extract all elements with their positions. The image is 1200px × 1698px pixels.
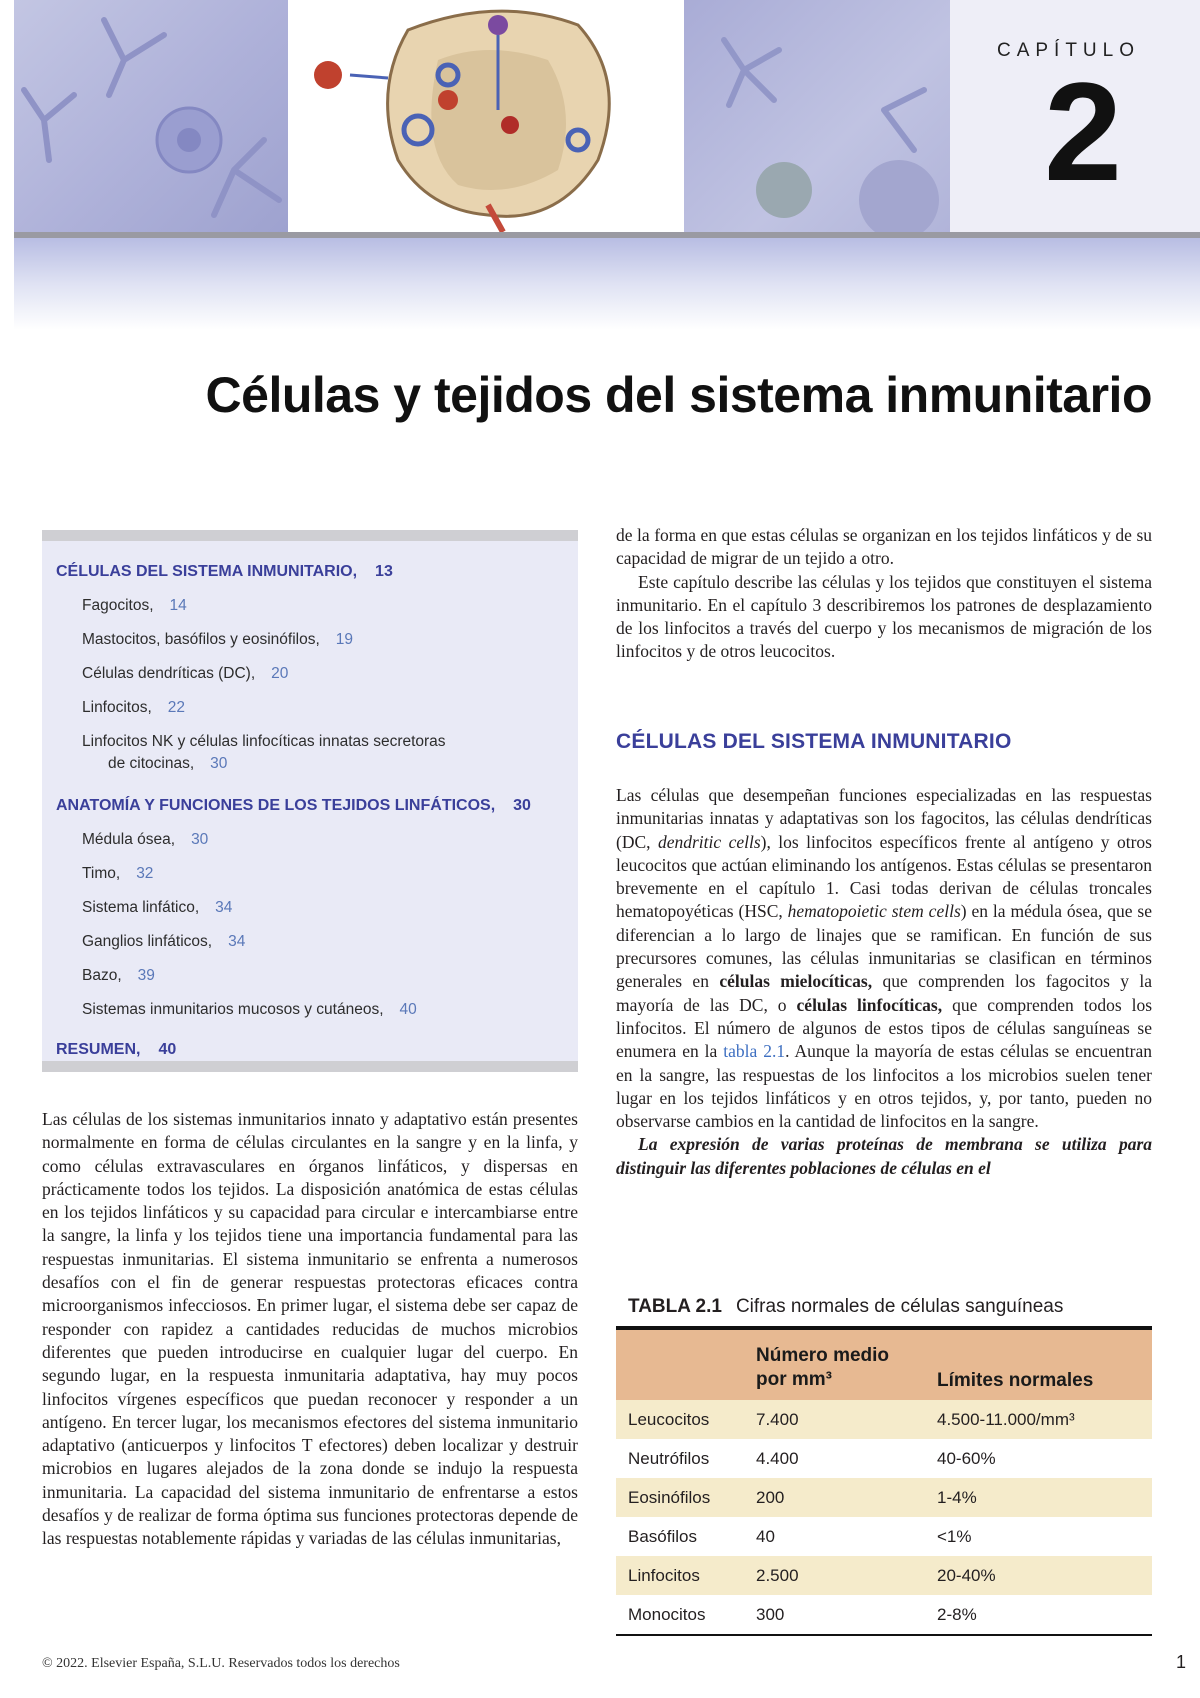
- toc-section-heading[interactable]: ANATOMÍA Y FUNCIONES DE LOS TEJIDOS LINFÁTICOS, 30: [56, 797, 531, 814]
- column-header-mean: Número medio por mm³: [756, 1345, 890, 1390]
- toc-item[interactable]: Fagocitos, 14: [82, 597, 187, 614]
- body-paragraph-left: Las células de los sistemas inmunitarios innato y adaptativo están presentes normalmente en forma de células circulantes en la sangre y en la linfa, y como células extravasculares en órganos linfáticos, y dispersas en prácticamente todos los tejidos. La disposición anatómica de estas células en los tejidos linfáticos y su capacidad para circular e intercambiarse entre la sangre, la linfa y los tejidos tiene una importancia fundamental para las respuestas inmunitarias. El sistema inmunitario se enfrenta a numerosos desafíos con el fin de generar respuestas protectoras eficaces contra microorganismos infecciosos. En primer lugar, el sistema debe ser capaz de responder con rapidez a cantidades reducidas de muchos microbios diferentes que pueden introducirse en cualquier lugar del cuerpo. En segundo lugar, en la respuesta inmunitaria adaptativa, hay muy pocos linfocitos vírgenes específicos que puedan reconocer y responder a un antígeno. En tercer lugar, los mecanismos efectores del sistema inmunitario adaptativo (anticuerpos y linfocitos T efectores) deben localizar y destruir microbios en lugares alejados de la zona donde se indujo la respuesta inmunitaria. La capacidad del sistema inmunitario de enfrentarse a estos desafíos y de realizar de forma óptima sus funciones protectoras depende de las respuestas notablemente rápidas y variadas de las células inmunitarias,: [42, 1109, 578, 1549]
- toc-item[interactable]: Timo, 32: [82, 865, 154, 882]
- page-number: 1: [1175, 1652, 1186, 1672]
- toc-item[interactable]: Bazo, 39: [82, 967, 155, 984]
- intro-paragraph-2: Este capítulo describe las células y los tejidos que constituyen el sistema inmunitario. En el capítulo 3 describiremos los patrones de desplazamiento de los linfocitos a través del cuerpo y los mecanismos de migración de los linfocitos y de otros leucocitos.: [616, 571, 1152, 662]
- key-term: células mielocíticas,: [719, 971, 873, 992]
- toc-item[interactable]: Ganglios linfáticos, 34: [82, 933, 246, 950]
- table-label: TABLA 2.1: [628, 1296, 722, 1317]
- intro-paragraph-1: de la forma en que estas células se organizan en los tejidos linfáticos y de su capacidad de migrar de un tejido a otro.: [616, 525, 1152, 569]
- toc-section-heading[interactable]: CÉLULAS DEL SISTEMA INMUNITARIO, 13: [56, 563, 393, 580]
- table-row: Neutrófilos 4.400 40-60%: [628, 1449, 996, 1468]
- section-paragraph-2: La expresión de varias proteínas de membrana se utiliza para distinguir las diferentes poblaciones de células en el: [616, 1134, 1152, 1178]
- chapter-number: 2: [1044, 53, 1122, 210]
- lymph-node-svg: [288, 0, 684, 232]
- header-image-right: [684, 0, 950, 232]
- table-link[interactable]: tabla 2.1: [723, 1041, 786, 1062]
- toc-item[interactable]: Linfocitos, 22: [82, 699, 186, 716]
- table-title: Cifras normales de células sanguíneas: [735, 1296, 1064, 1317]
- cells-illustration-right: [684, 0, 950, 232]
- copyright-footer: © 2022. Elsevier España, S.L.U. Reservados todos los derechos: [42, 1656, 400, 1671]
- toc-item-continuation[interactable]: de citocinas, 30: [108, 755, 228, 772]
- emphasis-text: hematopoietic stem cells: [787, 901, 961, 922]
- toc-item[interactable]: Células dendríticas (DC), 20: [82, 665, 289, 682]
- chapter-title: Células y tejidos del sistema inmunitario: [205, 366, 1152, 423]
- emphasis-text: dendritic cells: [657, 831, 761, 852]
- header-gradient: [14, 238, 1200, 330]
- toc-section-heading[interactable]: RESUMEN, 40: [56, 1041, 177, 1058]
- intro-text: [616, 524, 1152, 664]
- blood-cell-table: [616, 1326, 1152, 1636]
- chapter-label: CAPÍTULO: [996, 40, 1140, 61]
- lymph-node-illustration: [288, 0, 684, 232]
- toc-item[interactable]: Sistema linfático, 34: [82, 899, 233, 916]
- column-header-range: Límites normales: [937, 1370, 1094, 1391]
- key-term: células linfocíticas,: [796, 994, 943, 1015]
- table-row: Linfocitos 2.500 20-40%: [616, 1556, 1152, 1595]
- table-row: Eosinófilos 200 1-4%: [616, 1478, 1152, 1517]
- toc-item[interactable]: Sistemas inmunitarios mucosos y cutáneos, 40: [82, 1001, 417, 1018]
- toc-item[interactable]: Médula ósea, 30: [82, 831, 209, 848]
- toc-item[interactable]: Mastocitos, basófilos y eosinófilos, 19: [82, 631, 354, 648]
- chapter-outline-box: [42, 530, 578, 1072]
- table-caption: [628, 1296, 1063, 1318]
- cells-illustration-left: [14, 0, 288, 232]
- table-header: [616, 1330, 1152, 1400]
- section-body: [616, 784, 1152, 1180]
- toc-item[interactable]: Linfocitos NK y células linfocíticas innatas secretoras: [82, 733, 446, 750]
- section-heading: CÉLULAS DEL SISTEMA INMUNITARIO: [616, 730, 1012, 753]
- table-row: Monocitos 300 2-8%: [628, 1605, 977, 1624]
- table-row: Leucocitos 7.400 4.500-11.000/mm³: [616, 1400, 1152, 1439]
- table-row: Basófilos 40 <1%: [628, 1527, 972, 1546]
- header-image-left: [14, 0, 288, 232]
- section-paragraph-1: Las células que desempeñan funciones especializadas en las respuestas inmunitarias innatas y adaptativas son los fagocitos, las células dendríticas (DC, dendritic cells), los linfocitos específicos frente al antígeno y otros leucocitos que actúan eliminando los antígenos. Estas células se presentaron brevemente en el capítulo 1. Casi todas derivan de células troncales hematopoyéticas (HSC, hematopoietic stem cells) en la médula ósea, que se diferencian a lo largo de linajes que se ramifican. En función de sus precursores comunes, las células inmunitarias se clasifican en términos generales en células mielocíticas, que comprenden los fagocitos y la mayoría de las DC, o células linfocíticas, que comprenden todos los linfocitos. El número de algunos de estos tipos de células sanguíneas se enumera en la tabla 2.1. Aunque la mayoría de estas células se encuentran en la sangre, las respuestas de los linfocitos a los microbios suelen tener lugar en los tejidos linfáticos y en otros tejidos, y, por tanto, pueden no observarse cambios en la cantidad de linfocitos en la sangre.: [616, 785, 1153, 1132]
